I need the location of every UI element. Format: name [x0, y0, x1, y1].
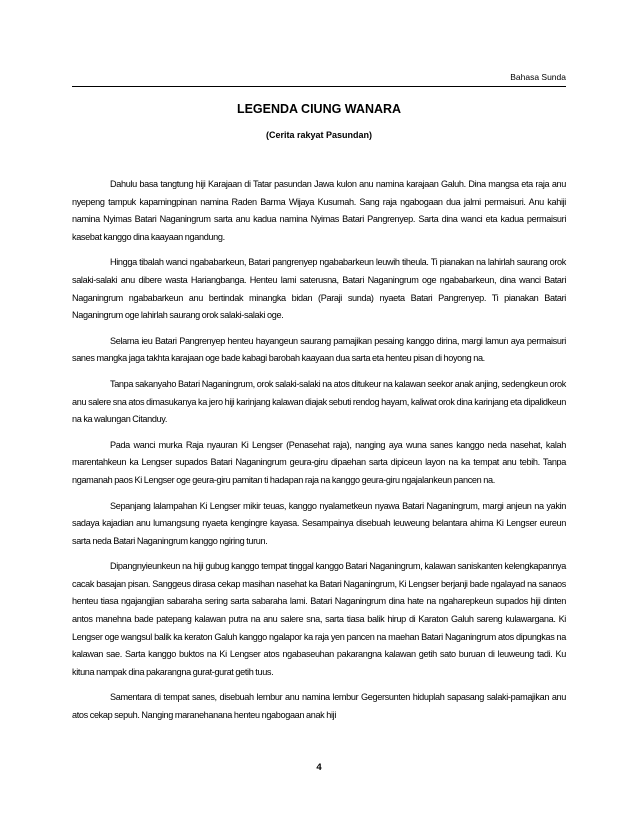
header-divider: [72, 86, 566, 87]
paragraph: Tanpa sakanyaho Batari Naganingrum, orok salaki-salaki na atos ditukeur na kalawan seekor anak anjing, sedengkeun orok anu salere sna atos dimasukanya ka jero hiji karinjang kalawan diajak sebuti rendog hayam, kaliwat orok dina karinjang eta dipalidkeun na ka walungan Citanduy.: [72, 378, 566, 425]
paragraph: Selama ieu Batari Pangrenyep henteu hayangeun saurang pamajikan pesaing kanggo dirina, margi lamun aya permaisuri sanes mangka jaga takhta karajaan oge bade kabagi barobah kaayaan dua sarta eta henteu pisan di hoyong na.: [72, 335, 566, 364]
paragraph: Sepanjang lalampahan Ki Lengser mikir teuas, kanggo nyalametkeun nyawa Batari Naganingrum, margi anjeun na yakin sadaya kajadian anu lumangsung nyaeta kengingre kayasa. Sesampainya disebuah leuweung belantara ahirna Ki Lengser eureun sarta neda Batari Naganingrum kanggo ngiring turun.: [72, 500, 566, 546]
document-body: [72, 176, 566, 733]
document-title: LEGENDA CIUNG WANARA: [236, 102, 402, 116]
document-subtitle: (Cerita rakyat Pasundan): [265, 130, 373, 140]
running-header: Bahasa Sunda: [510, 72, 566, 82]
page-number: 4: [316, 762, 322, 773]
paragraph: Pada wanci murka Raja nyauran Ki Lengser (Penasehat raja), nanging aya wuna sanes kanggo neda nasehat, kalah marentahkeun ka Lengser supados Batari Naganingrum geura-giru dipaehan sarta dipiceun layon na ka tempat anu tebih. Tanpa ngamanah paos Ki Lengser oge geura-giru pamitan ti hadapan raja na kanggo geura-giru ngajalankeun pancen na.: [72, 439, 566, 485]
paragraph: Samentara di tempat sanes, disebuah lembur anu namina lembur Gegersunten hiduplah sapasang salaki-pamajikan anu atos cekap sepuh. Nanging maranehanana henteu ngabogaan anak hiji: [72, 692, 566, 721]
paragraph: Hingga tibalah wanci ngababarkeun, Batari pangrenyep ngababarkeun leuwih tiheula. Ti pianakan na lahirlah saurang orok salaki-salaki anu dibere wasta Hariangbanga. Henteu lami saterusna, Batari Naganingrum oge ngababarkeun, dina wanci Batari Naganingrum ngababarkeun anu bertindak minangka bidan (Paraji sunda) nyaeta Batari Pangrenyep. Ti pianakan Batari Naganingrum oge lahirlah saurang orok salaki-salaki oge.: [72, 257, 566, 321]
paragraph: Dipangnyieunkeun na hiji gubug kanggo tempat tinggal kanggo Batari Naganingrum, kalawan saniskanten kelengkapannya cacak basajan pisan. Sanggeus dirasa cekap masihan nasehat ka Batari Naganingrum, Ki Lengser berjanji bade ngalayad na sanaos henteu tiasa ngajangjian sabaraha sering sarta sabaraha lami. Batari Naganingrum dina hate na ngaharepkeun supados hiji dinten antos manehna bade patepang kalawan putra na anu salere sna, sarta tiasa balik hirup di Karaton Galuh sareng kulawargana. Ki Lengser oge wangsul balik ka keraton Galuh kanggo ngalapor ka raja yen pancen na maehan Batari Naganingrum atos dipungkas na kalawan sae. Sarta kanggo buktos na Ki Lengser atos ngabaseuhan pakarangna kalawan getih sato buruan di leuweung tadi. Ku kituna nampak dina pakarangna gurat-gurat getih tuus.: [72, 561, 566, 677]
paragraph: Dahulu basa tangtung hiji Karajaan di Tatar pasundan Jawa kulon anu namina karajaan Galuh. Dina mangsa eta raja anu nyepeng tampuk kapamingpinan namina Raden Barma Wijaya Kusumah. Sang raja ngabogaan dua jalmi permaisuri. Anu kahiji namina Nyimas Batari Naganingrum sarta anu kadua namina Nyimas Batari Pangrenyep. Sarta dina wanci eta kadua permaisuri kasebat kanggo dina kaayaan ngandung.: [72, 179, 566, 242]
